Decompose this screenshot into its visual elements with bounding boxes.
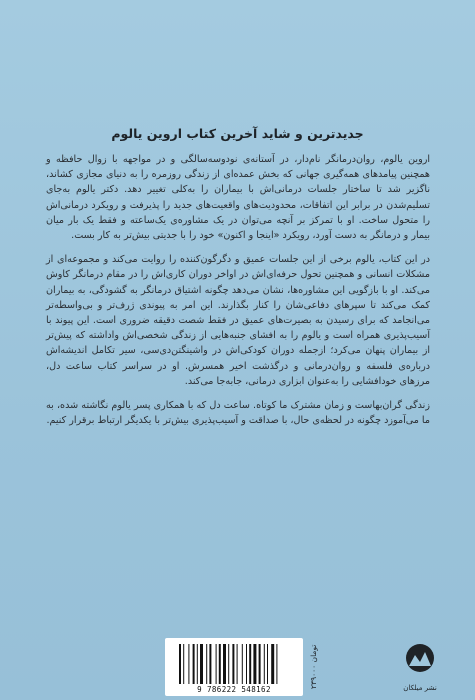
blurb-title: جدیدترین و شاید آخرین کتاب اروین یالوم — [111, 126, 364, 141]
publisher-logo-icon — [404, 640, 436, 688]
blurb-paragraph-3: زندگی گران‌بهاست و زمان مشترک ما کوتاه. ساعت دل که با همکاری پسر یالوم نگاشته شده، به ما می‌آموزد چگونه در لحظه‌ی حال، با صداقت و آسیب‌پذیری بیش‌تر با یکدیگر ارتباط برقرار کنیم. — [46, 400, 430, 427]
blurb-paragraph-2: در این کتاب، یالوم برخی از این جلسات عمیق و دگرگون‌کننده را روایت می‌کند و مجموعه‌ای از مشکلات انسانی و همچنین تحول حرفه‌ای‌اش در اواخر دوران کاری‌اش را در مقام درمانگر کاوش می‌کند. او با بازگویی این مشاوره‌ها، نشان می‌دهد چگونه اشتیاق درمانگر به گشودگی، به بیماران کمک می‌کند تا سپرهای دفاعی‌شان را کنار بگذارند. این امر به پیوندی ژرف‌تر و بی‌واسطه‌تر می‌انجامد که برای رسیدن به بصیرت‌های عمیق در فقط شصت دقیقه ضروری است. این پیوند با آسیب‌پذیری همراه است و یالوم را به افشای جنبه‌هایی از زندگی شخصی‌اش واداشته که پیش‌تر از بیماران پنهان می‌کرد؛ ازجمله دوران کودکی‌اش در واشینگتن‌دی‌سی، سیر تکامل اندیشه‌اش درباره‌ی فلسفه و روان‌درمانی و درگذشت اخیر همسرش. او در سراسر کتاب ساعت دل، مرزهای خودافشایی را به‌عنوان ابزاری درمانی، جابه‌جا می‌کند. — [46, 254, 430, 387]
blurb-paragraph-1: اروین یالوم، روان‌درمانگر نام‌دار، در آستانه‌ی نودوسه‌سالگی و در مواجهه با زوال حافظه و همچنین پیامدهای همه‌گیری جهانی که بخش عمده‌ای از زندگی روزمره را به دنیای مجازی کشاند، ناگزیر شد تا ساختار جلسات درمانی‌اش با بیماران را به‌کلی تغییر دهد. دکتر یالوم به‌جای تسلیم‌شدن در برابر این اتفاقات، محدودیت‌های واقعیت‌های جدید را پذیرفت و رویکرد درمانی‌اش را متحول ساخت. او با تمرکز بر آنچه می‌توان در یک مشاوره‌ی یک‌ساعته و فقط یک بار میان بیمار و درمانگر به دست آورد، رویکرد «اینجا و اکنون» خود را با جدیتی بیش‌تر به کار بست. — [46, 154, 430, 242]
publisher-name: نشر میلکان — [403, 684, 437, 692]
blurb-body — [46, 152, 430, 437]
price-label: ۲۳۹۰۰۰ تومان — [309, 644, 318, 690]
barcode-bars — [179, 644, 289, 684]
isbn-barcode — [165, 638, 303, 696]
isbn-digits: 9 786222 548162 — [197, 685, 271, 694]
